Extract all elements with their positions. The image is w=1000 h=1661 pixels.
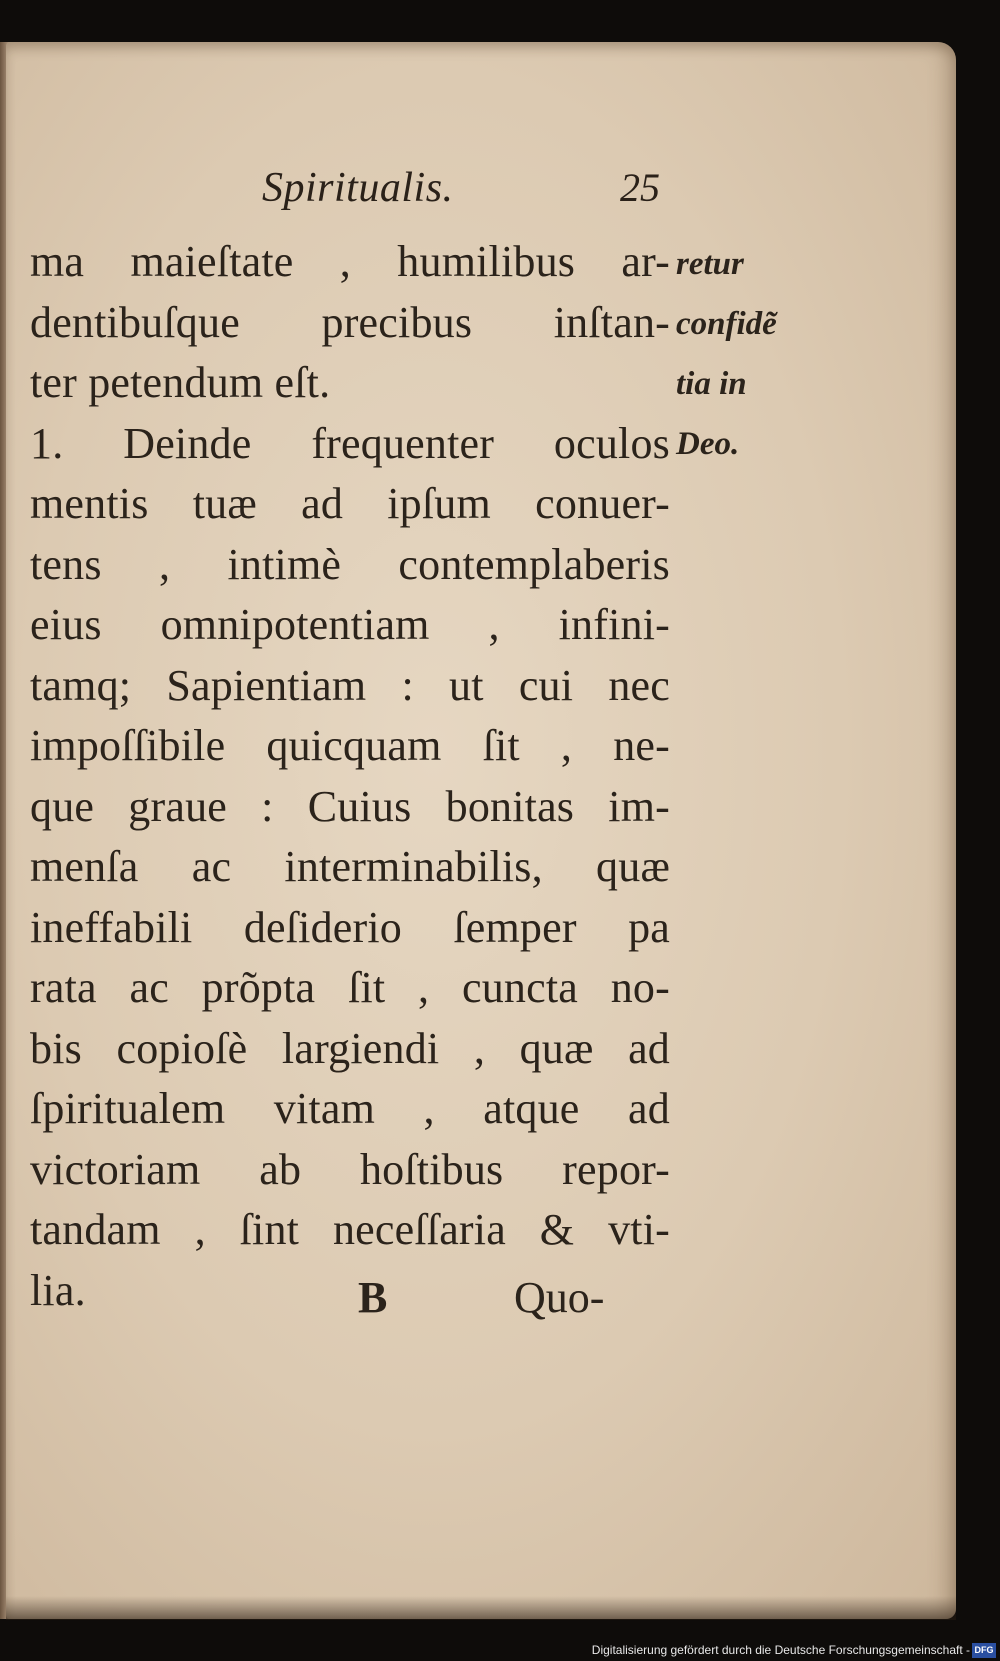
text-line: que graue : Cuius bonitas im- (30, 781, 670, 831)
catchword: Quo- (514, 1273, 605, 1322)
text-line: dentibuſque precibus inſtan- (30, 297, 670, 347)
digitization-credit: Digitalisierung gefördert durch die Deutsche Forschungsgemeinschaft - (591, 1643, 970, 1657)
text-line: mentis tuæ ad ipſum conuer- (30, 479, 670, 528)
text-line: lia. (30, 1265, 86, 1315)
text-line: rata ac prõpta ſit , cuncta no- (30, 963, 670, 1012)
text-line: victoriam ab hoſtibus repor- (30, 1144, 670, 1194)
signature-mark: B (358, 1273, 388, 1322)
text-line: ma maieſtate , humilibus ar- (30, 237, 670, 286)
text-line: ineffabili deſiderio ſemper pa (30, 902, 670, 952)
margin-note-line: Deo. (676, 426, 740, 462)
text-line: tandam , ſint neceſſaria & vti- (30, 1205, 670, 1254)
page-bottom-shadow (6, 1596, 956, 1620)
body-text (30, 232, 670, 1321)
running-head: Spiritualis. (262, 165, 454, 211)
margin-note-line: tia in (676, 366, 747, 402)
text-line: 1. Deinde frequenter oculos (30, 418, 670, 468)
page-number: 25 (620, 165, 660, 210)
text-line: tens , intimè contemplaberis (30, 539, 670, 589)
margin-note (676, 234, 816, 474)
margin-note-line: retur (676, 246, 744, 282)
text-line: eius omnipotentiam , infini- (30, 600, 670, 649)
text-line: bis copioſè largiendi , quæ ad (30, 1023, 670, 1073)
text-line: ter petendum eſt. (30, 358, 331, 407)
text-line: tamq; Sapientiam : ut cui nec (30, 660, 670, 710)
margin-note-line: confidẽ (676, 306, 777, 342)
text-line: menſa ac interminabilis, quæ (30, 842, 670, 891)
text-line: ſpiritualem vitam , atque ad (30, 1084, 670, 1133)
text-line: impoſſibile quicquam ſit , ne- (30, 721, 670, 770)
dfg-logo: DFG (972, 1643, 996, 1658)
